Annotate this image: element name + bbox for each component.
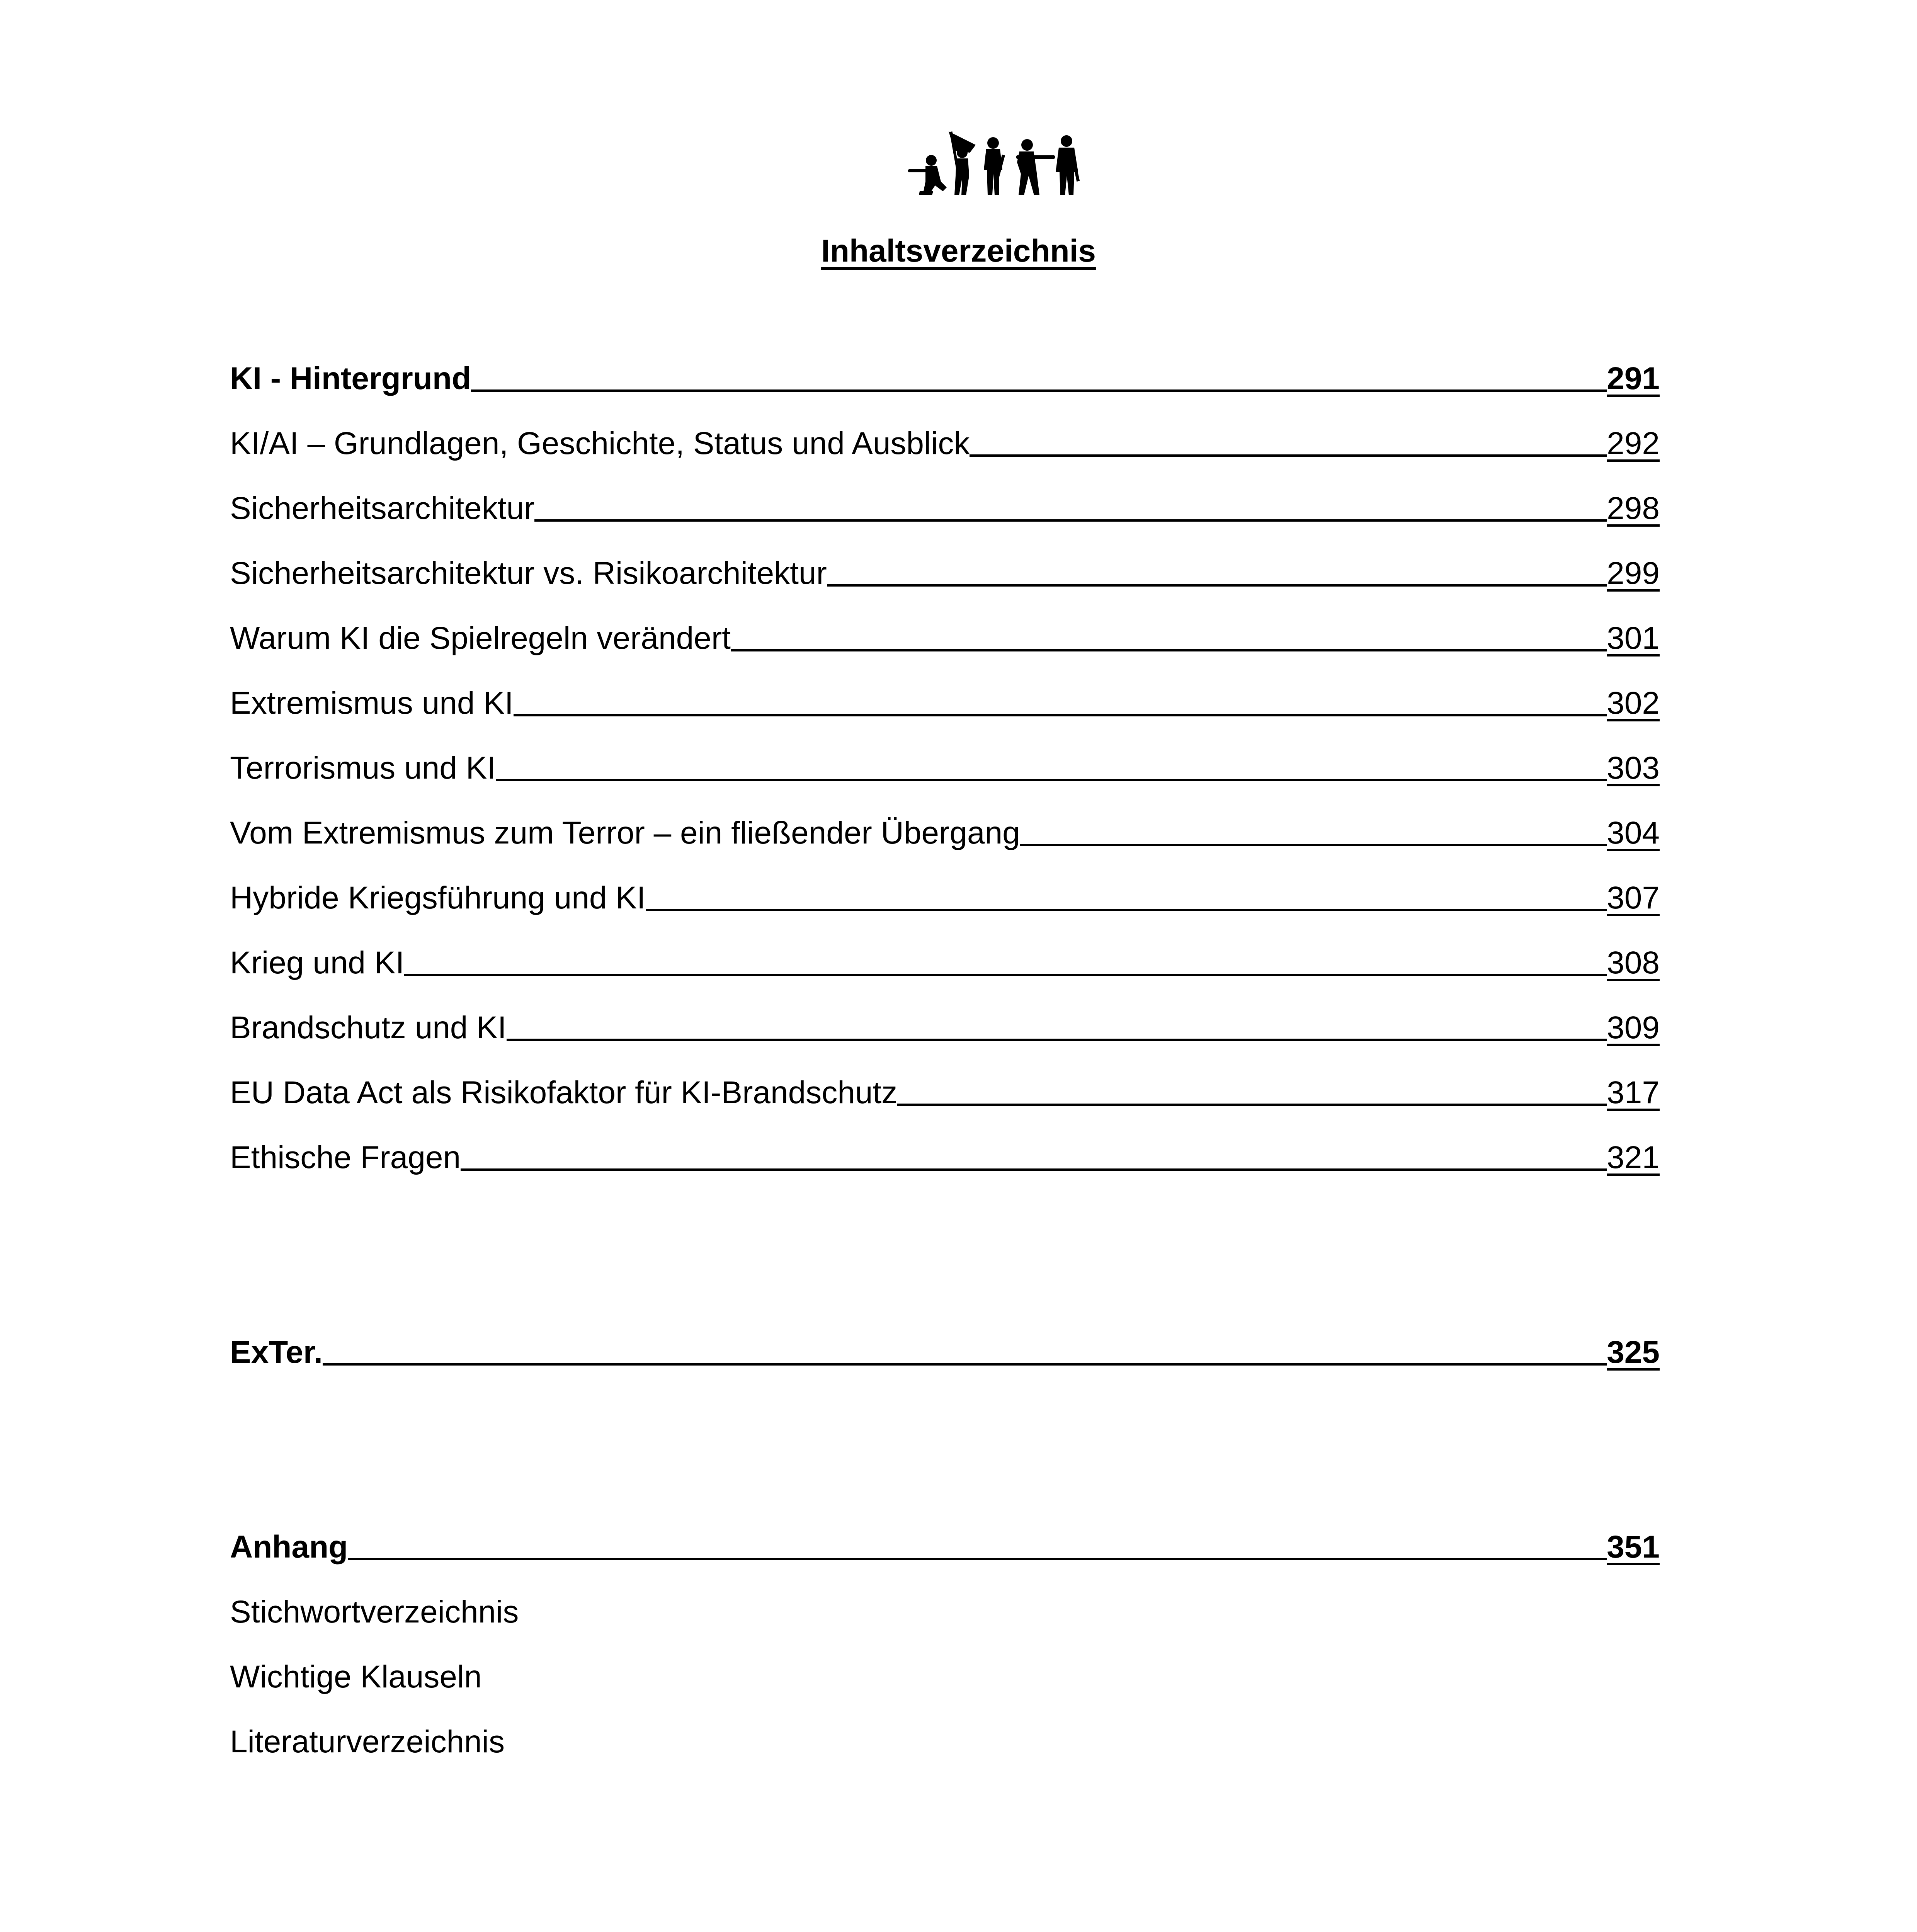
- toc-entry-stichwortverzeichnis[interactable]: Stichwortverzeichnis: [230, 1594, 519, 1629]
- toc-entry-label: Sicherheitsarchitektur: [230, 491, 535, 526]
- toc-entry-label: Sicherheitsarchitektur vs. Risikoarchitektur: [230, 556, 827, 591]
- toc-page-number: 304: [1607, 815, 1660, 850]
- toc-entry-literaturverzeichnis[interactable]: Literaturverzeichnis: [230, 1724, 505, 1759]
- toc-entry[interactable]: [230, 420, 1660, 467]
- toc-entry[interactable]: [230, 940, 1660, 986]
- toc-entry[interactable]: [230, 485, 1660, 532]
- toc-leader-line: [970, 454, 1607, 457]
- toc-leader-line: [323, 1363, 1607, 1366]
- toc-entry[interactable]: [230, 615, 1660, 662]
- toc-page-number: 291: [1607, 361, 1660, 396]
- toc-leader-line: [827, 584, 1607, 587]
- toc-leader-line: [534, 519, 1607, 522]
- toc-entry-label: EU Data Act als Risikofaktor für KI-Brandschutz: [230, 1075, 898, 1110]
- toc-page-number: 309: [1607, 1010, 1660, 1045]
- toc-entry-label: Warum KI die Spielregeln verändert: [230, 621, 731, 656]
- toc-section-heading[interactable]: [230, 1329, 1660, 1376]
- toc-leader-line: [471, 389, 1607, 392]
- toc-entry[interactable]: [230, 1070, 1660, 1116]
- toc-entry-label: Hybride Kriegsführung und KI: [230, 880, 646, 915]
- toc-leader-line: [1020, 844, 1607, 846]
- toc-leader-line: [507, 1039, 1607, 1041]
- toc-entry[interactable]: [230, 680, 1660, 726]
- toc-entry-label: KI/AI – Grundlagen, Geschichte, Status und Ausblick: [230, 426, 970, 461]
- toc-entry-label: Terrorismus und KI: [230, 750, 496, 786]
- toc-entry-label: Extremismus und KI: [230, 685, 514, 721]
- toc-entry-label: KI - Hintergrund: [230, 361, 471, 396]
- toc-leader-line: [731, 649, 1607, 651]
- toc-entry[interactable]: [230, 810, 1660, 856]
- toc-leader-line: [514, 714, 1607, 716]
- toc-page-number: 307: [1607, 880, 1660, 915]
- toc-leader-line: [348, 1558, 1607, 1560]
- toc-entry-label: Ethische Fragen: [230, 1140, 461, 1175]
- toc-page-number: 303: [1607, 750, 1660, 786]
- toc-page-number: 302: [1607, 685, 1660, 721]
- toc-leader-line: [496, 779, 1607, 781]
- toc-section-heading[interactable]: [230, 1524, 1660, 1570]
- toc-entry[interactable]: [230, 875, 1660, 921]
- toc-entry[interactable]: [230, 1134, 1660, 1181]
- toc-page-number: 301: [1607, 621, 1660, 656]
- soldier-silhouettes-icon: [904, 124, 1090, 197]
- toc-entry-label: ExTer.: [230, 1335, 323, 1370]
- toc-page-number: 351: [1607, 1529, 1660, 1565]
- toc-leader-line: [897, 1104, 1607, 1106]
- toc-page-number: 298: [1607, 491, 1660, 526]
- toc-entry[interactable]: [230, 550, 1660, 597]
- toc-page-number: 325: [1607, 1335, 1660, 1370]
- toc-leader-line: [646, 909, 1607, 911]
- toc-page-number: 321: [1607, 1140, 1660, 1175]
- toc-entry-wichtige-klauseln[interactable]: Wichtige Klauseln: [230, 1659, 482, 1694]
- toc-page-number: 292: [1607, 426, 1660, 461]
- toc-page-number: 299: [1607, 556, 1660, 591]
- toc-leader-line: [461, 1168, 1607, 1171]
- toc-entry-label: Krieg und KI: [230, 945, 405, 980]
- toc-entry[interactable]: [230, 1005, 1660, 1051]
- toc-entry-label: Anhang: [230, 1529, 348, 1565]
- toc-page-number: 308: [1607, 945, 1660, 980]
- toc-entry[interactable]: [230, 745, 1660, 791]
- toc-page-number: 317: [1607, 1075, 1660, 1110]
- toc-leader-line: [404, 974, 1607, 976]
- toc-entry-label: Vom Extremismus zum Terror – ein fließender Übergang: [230, 815, 1020, 850]
- toc-entry-label: Brandschutz und KI: [230, 1010, 507, 1045]
- toc-section-heading[interactable]: [230, 355, 1660, 402]
- page-title: Inhaltsverzeichnis: [821, 233, 1096, 269]
